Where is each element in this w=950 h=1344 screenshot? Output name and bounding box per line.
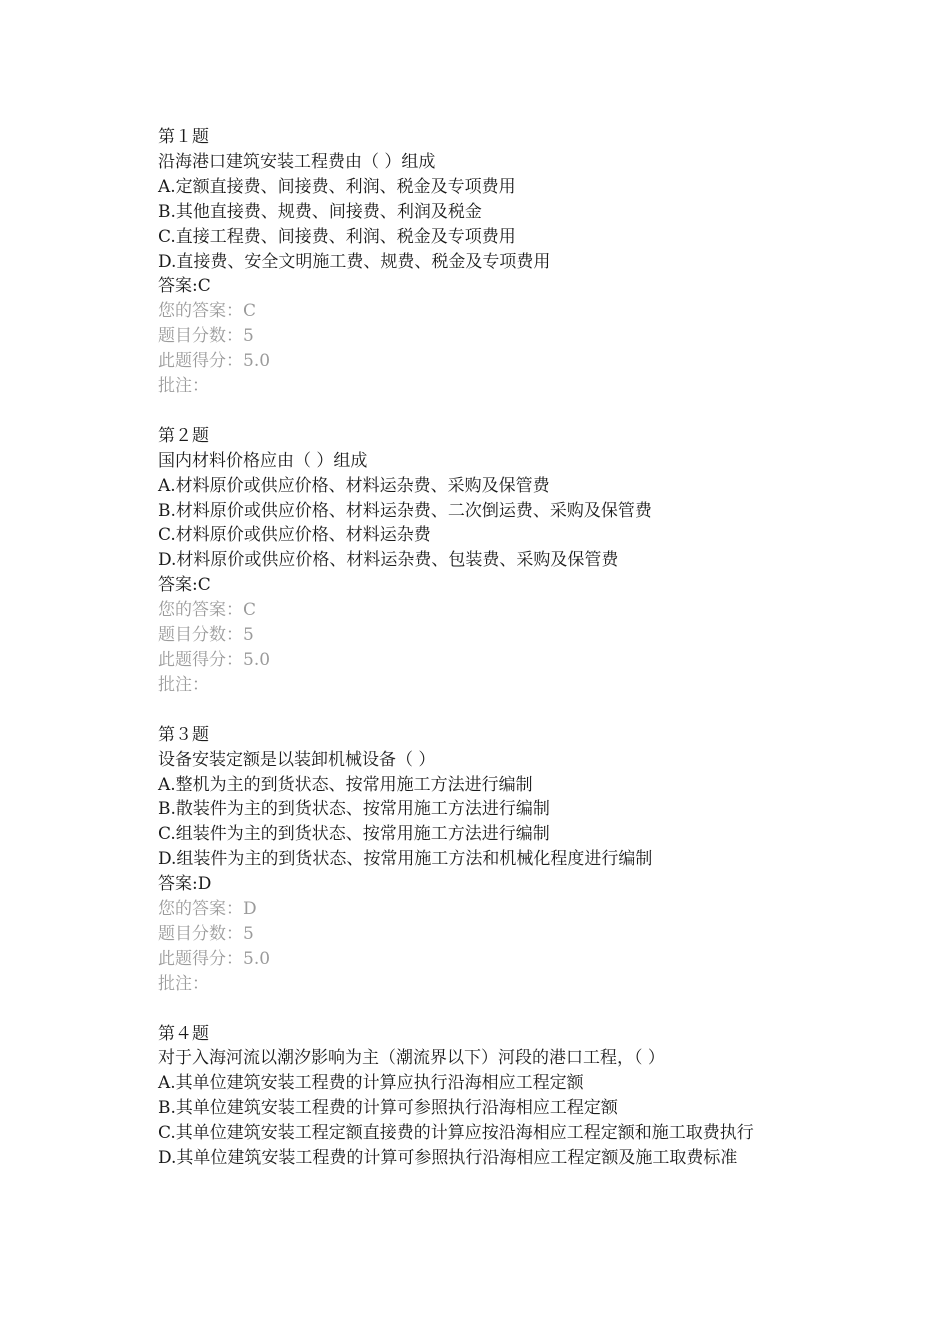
question-3	[158, 723, 798, 997]
your-answer: 您的答案：C	[158, 301, 257, 322]
question-number: 第２题	[158, 425, 209, 446]
your-answer: 您的答案：C	[158, 600, 257, 621]
note-label: 批注：	[158, 674, 209, 695]
option-c: C.其单位建筑安装工程定额直接费的计算应按沿海相应工程定额和施工取费执行	[158, 1123, 754, 1144]
note-label: 批注：	[158, 376, 209, 397]
question-stem: 对于入海河流以潮汐影响为主（潮流界以下）河段的港口工程，（ ）	[158, 1048, 665, 1069]
correct-answer: 答案:D	[158, 874, 212, 895]
question-stem: 沿海港口建筑安装工程费由（ ）组成	[158, 151, 436, 172]
question-2	[158, 424, 798, 698]
question-number: 第１题	[158, 127, 209, 147]
option-c: C.组装件为主的到货状态、按常用施工方法进行编制	[158, 824, 550, 845]
question-stem: 国内材料价格应由（ ）组成	[158, 450, 368, 471]
question-score: 题目分数：5	[158, 326, 254, 347]
question-4	[158, 1022, 798, 1171]
document-page	[158, 125, 798, 1196]
option-d: D.直接费、安全文明施工费、规费、税金及专项费用	[158, 251, 551, 272]
correct-answer: 答案:C	[158, 575, 211, 596]
your-answer: 您的答案：D	[158, 899, 257, 920]
question-number: 第３题	[158, 724, 209, 745]
option-a: A.材料原价或供应价格、材料运杂费、采购及保管费	[158, 475, 550, 496]
option-a: A.定额直接费、间接费、利润、税金及专项费用	[158, 176, 516, 197]
note-label: 批注：	[158, 973, 209, 994]
option-d: D.组装件为主的到货状态、按常用施工方法和机械化程度进行编制	[158, 849, 653, 870]
option-b: B.其单位建筑安装工程费的计算可参照执行沿海相应工程定额	[158, 1098, 618, 1119]
option-a: A.其单位建筑安装工程费的计算应执行沿海相应工程定额	[158, 1073, 584, 1094]
question-score: 题目分数：5	[158, 625, 254, 646]
option-d: D.材料原价或供应价格、材料运杂费、包装费、采购及保管费	[158, 550, 619, 571]
option-d: D.其单位建筑安装工程费的计算可参照执行沿海相应工程定额及施工取费标准	[158, 1148, 738, 1169]
option-c: C.材料原价或供应价格、材料运杂费	[158, 525, 431, 546]
question-number: 第４题	[158, 1023, 209, 1044]
earned-score: 此题得分：5.0	[158, 351, 271, 372]
correct-answer: 答案:C	[158, 276, 211, 297]
option-b: B.其他直接费、规费、间接费、利润及税金	[158, 201, 482, 222]
question-1	[158, 125, 798, 399]
earned-score: 此题得分：5.0	[158, 650, 271, 671]
question-stem: 设备安装定额是以装卸机械设备（ ）	[158, 749, 436, 770]
option-b: B.散装件为主的到货状态、按常用施工方法进行编制	[158, 799, 550, 820]
earned-score: 此题得分：5.0	[158, 948, 271, 969]
option-c: C.直接工程费、间接费、利润、税金及专项费用	[158, 226, 516, 247]
question-score: 题目分数：5	[158, 923, 254, 944]
option-b: B.材料原价或供应价格、材料运杂费、二次倒运费、采购及保管费	[158, 500, 652, 521]
option-a: A.整机为主的到货状态、按常用施工方法进行编制	[158, 774, 533, 795]
